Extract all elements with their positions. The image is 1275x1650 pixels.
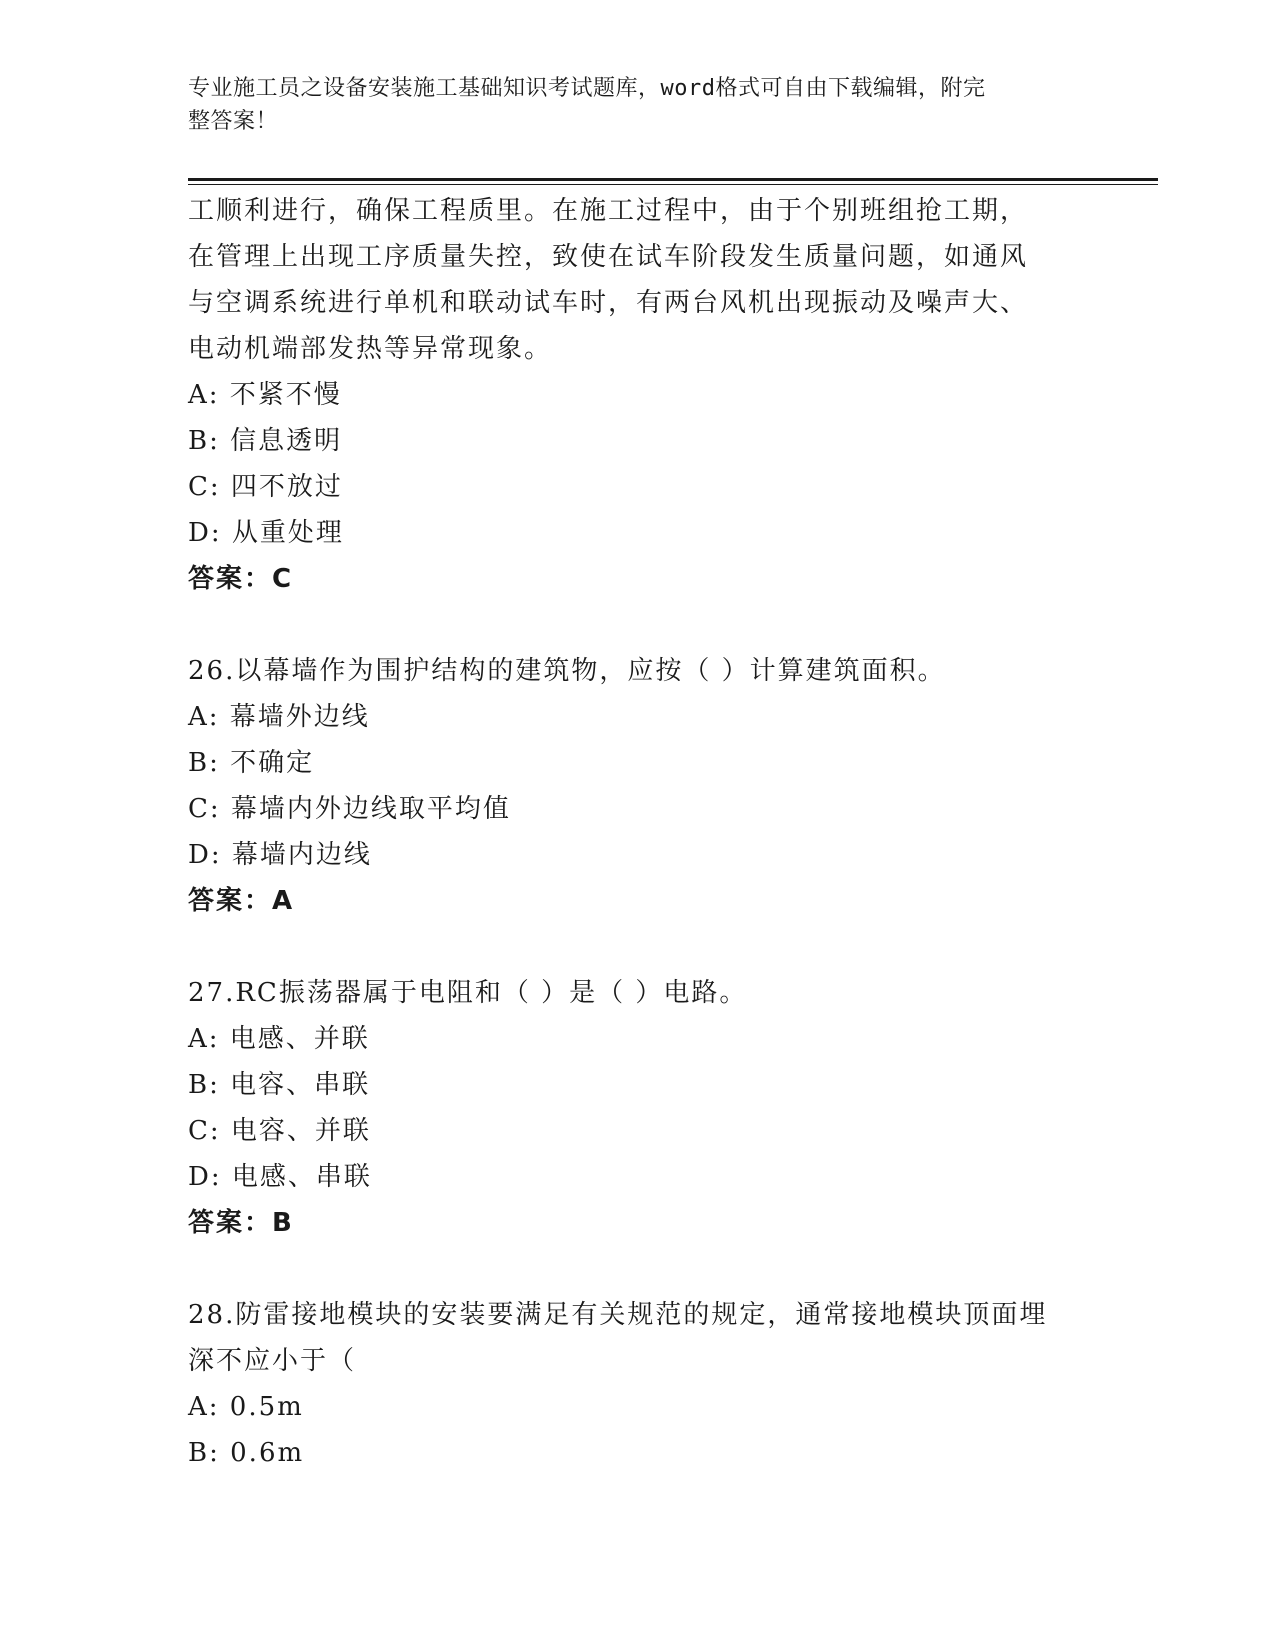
spacer <box>188 924 1118 970</box>
option-b: B: 不确定 <box>188 748 315 778</box>
header-divider-thick <box>188 178 1158 181</box>
answer-label: 答案：B <box>188 1208 294 1238</box>
document-header <box>188 72 1068 138</box>
question-27 <box>188 970 1118 1246</box>
question-stem: 26.以幕墙作为围护结构的建筑物，应按（ ）计算建筑面积。 <box>188 656 946 686</box>
spacer <box>188 602 1118 648</box>
option-c: C: 幕墙内外边线取平均值 <box>188 794 511 824</box>
question-text-line: 工顺利进行，确保工程质里。在施工过程中，由于个别班组抢工期， <box>188 196 1029 226</box>
question-content <box>188 188 1118 1476</box>
option-a: A: 幕墙外边线 <box>188 702 370 732</box>
option-d: D: 从重处理 <box>188 518 344 548</box>
option-b: B: 信息透明 <box>188 426 343 456</box>
option-a: A: 不紧不慢 <box>188 380 342 410</box>
answer-label: 答案：C <box>188 564 294 594</box>
option-d: D: 幕墙内边线 <box>188 840 372 870</box>
option-c: C: 电容、并联 <box>188 1116 371 1146</box>
option-a: A: 0.5m <box>188 1392 304 1422</box>
question-continuation <box>188 188 1118 602</box>
option-b: B: 电容、串联 <box>188 1070 371 1100</box>
header-title-line-1: 专业施工员之设备安装施工基础知识考试题库，word格式可自由下载编辑，附完 <box>188 76 986 101</box>
question-26 <box>188 648 1118 924</box>
header-divider-thin <box>188 184 1158 185</box>
question-stem: 27.RC振荡器属于电阻和（ ）是（ ）电路。 <box>188 978 748 1008</box>
question-text-line: 在管理上出现工序质量失控，致使在试车阶段发生质量问题，如通风 <box>188 242 1029 272</box>
answer-label: 答案：A <box>188 886 295 916</box>
question-stem-line-2: 深不应小于（ <box>188 1346 357 1376</box>
question-text-line: 与空调系统进行单机和联动试车时，有两台风机出现振动及噪声大、 <box>188 288 1029 318</box>
option-c: C: 四不放过 <box>188 472 343 502</box>
option-d: D: 电感、串联 <box>188 1162 372 1192</box>
header-title-line-2: 整答案！ <box>188 109 279 134</box>
spacer <box>188 1246 1118 1292</box>
option-a: A: 电感、并联 <box>188 1024 370 1054</box>
question-stem-line-1: 28.防雷接地模块的安装要满足有关规范的规定，通常接地模块顶面埋 <box>188 1300 1048 1330</box>
question-text-line: 电动机端部发热等异常现象。 <box>188 334 553 364</box>
question-28 <box>188 1292 1118 1476</box>
option-b: B: 0.6m <box>188 1438 305 1468</box>
